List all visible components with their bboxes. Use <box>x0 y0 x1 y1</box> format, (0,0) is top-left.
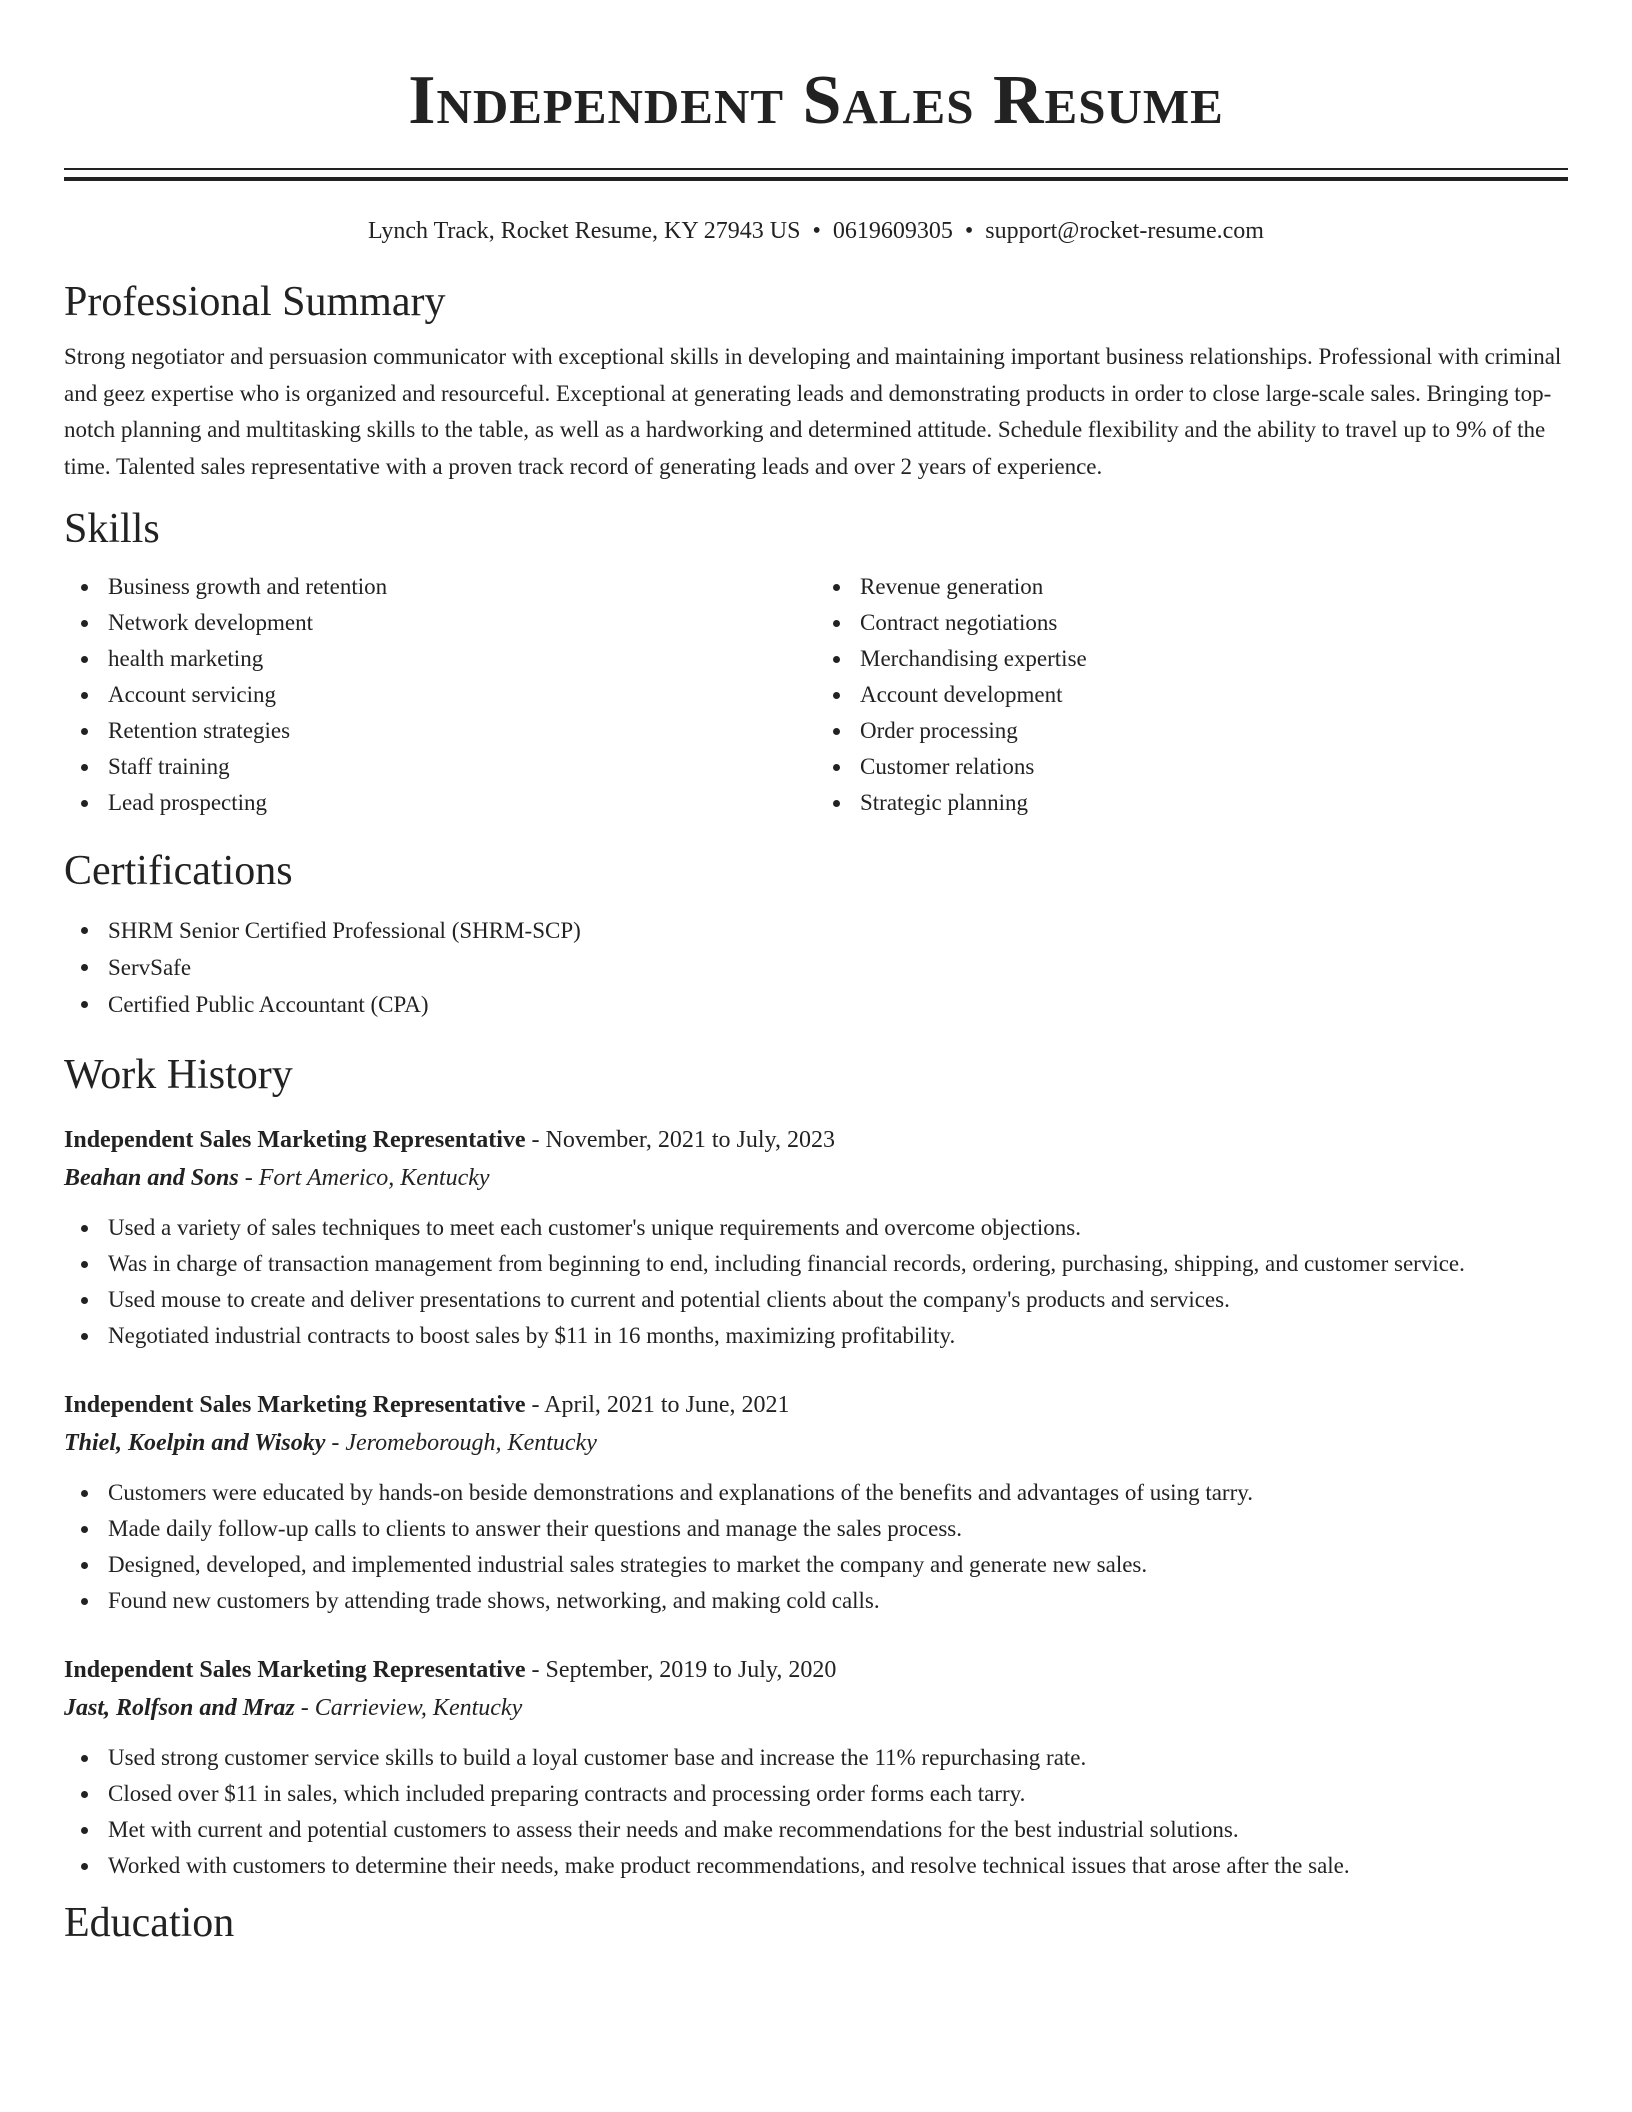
section-title-skills: Skills <box>64 506 160 553</box>
job-duties-list <box>64 1210 1568 1354</box>
skill-item: Business growth and retention <box>64 569 816 605</box>
job-duty: Used strong customer service skills to build a loyal customer base and increase the 11% repurchasing rate. <box>64 1740 1568 1776</box>
job-location: - Jeromeborough, Kentucky <box>325 1429 597 1456</box>
job-role: Independent Sales Marketing Representative <box>64 1126 526 1153</box>
job-duty: Negotiated industrial contracts to boost sales by $11 in 16 months, maximizing profitability. <box>64 1318 1568 1354</box>
job-dates: - September, 2019 to July, 2020 <box>525 1656 837 1683</box>
job-location: - Carrieview, Kentucky <box>294 1694 523 1721</box>
title-rule-thick <box>64 177 1568 181</box>
job-entry <box>64 1651 1568 1884</box>
job-entry <box>64 1386 1568 1619</box>
certification-item: Certified Public Accountant (CPA) <box>64 986 1568 1023</box>
job-dates: - November, 2021 to July, 2023 <box>525 1126 835 1153</box>
job-company: Jast, Rolfson and Mraz <box>64 1694 295 1721</box>
skills-columns <box>64 569 1568 821</box>
skill-item: Lead prospecting <box>64 785 816 821</box>
job-location: - Fort Americo, Kentucky <box>238 1164 490 1191</box>
job-duties-list <box>64 1740 1568 1884</box>
skill-item: Order processing <box>816 713 1568 749</box>
title-rule-thin <box>64 168 1568 170</box>
summary-text: Strong negotiator and persuasion communicator with exceptional skills in developing and maintaining important business relationships. Professional with criminal and geez expertise who is organized and resourceful. Exceptional at generating leads and demonstrating products in order to close large-scale sales. Bringing top-notch planning and multitasking skills to the table, as well as a hardworking and determined attitude. Schedule flexibility and the ability to travel up to 9% of the time. Talented sales representative with a proven track record of generating leads and over 2 years of experience. <box>64 344 1562 479</box>
section-title-work-history: Work History <box>64 1052 293 1099</box>
job-employer <box>64 1159 1568 1198</box>
job-duty: Was in charge of transaction management from beginning to end, including financial records, ordering, purchasing, shipping, and customer service. <box>64 1246 1568 1282</box>
contact-separator: • <box>812 218 821 244</box>
job-duty: Worked with customers to determine their needs, make product recommendations, and resolve technical issues that arose after the sale. <box>64 1848 1568 1884</box>
job-duty: Designed, developed, and implemented industrial sales strategies to market the company and generate new sales. <box>64 1547 1568 1583</box>
job-company: Beahan and Sons <box>64 1164 239 1191</box>
job-duties-list <box>64 1475 1568 1619</box>
certification-item: ServSafe <box>64 949 1568 986</box>
certification-item: SHRM Senior Certified Professional (SHRM-SCP) <box>64 912 1568 949</box>
job-employer <box>64 1689 1568 1728</box>
skill-item: Account servicing <box>64 677 816 713</box>
certifications-list <box>64 912 1568 1023</box>
job-heading <box>64 1121 1568 1159</box>
job-dates: - April, 2021 to June, 2021 <box>525 1391 790 1418</box>
job-duty: Made daily follow-up calls to clients to answer their questions and manage the sales process. <box>64 1511 1568 1547</box>
contact-separator: • <box>964 218 974 244</box>
contact-email: support@rocket-resume.com <box>985 218 1264 244</box>
job-duty: Closed over $11 in sales, which included preparing contracts and processing order forms each tarry. <box>64 1776 1568 1812</box>
resume-title: Independent Sales Resume <box>408 62 1224 139</box>
job-role: Independent Sales Marketing Representative <box>64 1656 526 1683</box>
job-duty: Customers were educated by hands-on beside demonstrations and explanations of the benefits and advantages of using tarry. <box>64 1475 1568 1511</box>
job-role: Independent Sales Marketing Representative <box>64 1391 526 1418</box>
skills-list-right <box>816 569 1568 821</box>
contact-line <box>64 211 1568 251</box>
job-employer <box>64 1424 1568 1463</box>
job-company: Thiel, Koelpin and Wisoky <box>64 1429 326 1456</box>
skills-list-left <box>64 569 816 821</box>
job-duty: Found new customers by attending trade shows, networking, and making cold calls. <box>64 1583 1568 1619</box>
skill-item: health marketing <box>64 641 816 677</box>
job-duty: Used a variety of sales techniques to meet each customer's unique requirements and overcome objections. <box>64 1210 1568 1246</box>
skill-item: Customer relations <box>816 749 1568 785</box>
skill-item: Staff training <box>64 749 816 785</box>
job-heading <box>64 1386 1568 1424</box>
skill-item: Network development <box>64 605 816 641</box>
skill-item: Retention strategies <box>64 713 816 749</box>
job-duty: Used mouse to create and deliver presentations to current and potential clients about the company's products and services. <box>64 1282 1568 1318</box>
skill-item: Merchandising expertise <box>816 641 1568 677</box>
contact-address: Lynch Track, Rocket Resume, KY 27943 US <box>368 218 801 244</box>
skill-item: Account development <box>816 677 1568 713</box>
job-duty: Met with current and potential customers to assess their needs and make recommendations for the best industrial solutions. <box>64 1812 1568 1848</box>
section-title-certifications: Certifications <box>64 847 293 894</box>
skill-item: Contract negotiations <box>816 605 1568 641</box>
job-entry <box>64 1121 1568 1354</box>
skill-item: Strategic planning <box>816 785 1568 821</box>
job-heading <box>64 1651 1568 1689</box>
contact-phone: 0619609305 <box>832 218 953 244</box>
skill-item: Revenue generation <box>816 569 1568 605</box>
section-title-education: Education <box>64 1899 235 1946</box>
section-title-summary: Professional Summary <box>64 279 446 325</box>
